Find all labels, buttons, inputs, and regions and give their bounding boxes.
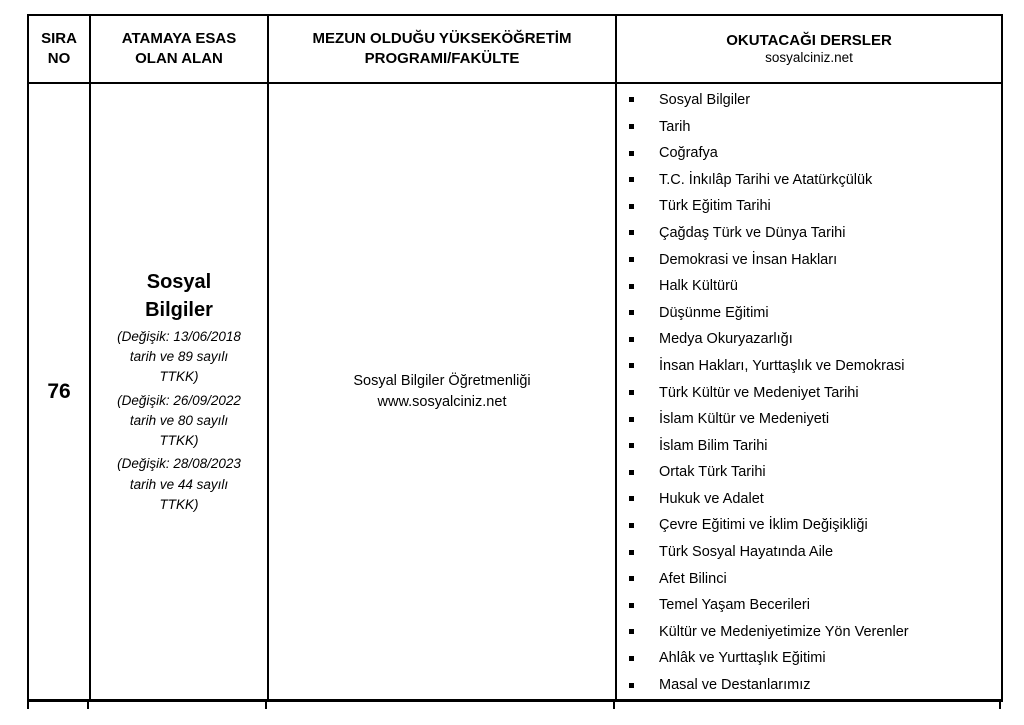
next-row-partial [27, 702, 1001, 709]
list-item [617, 486, 1001, 513]
header-sira-no-label: SIRA NO [41, 29, 77, 67]
cell-sira-no [28, 83, 90, 701]
header-program-label: MEZUN OLDUĞU YÜKSEKÖĞRETİM PROGRAMI/FAKÜLTE [312, 29, 572, 67]
square-bullet-icon [629, 550, 634, 555]
square-bullet-icon [629, 284, 634, 289]
next-row-cell-border [27, 702, 89, 709]
table-header-row [28, 15, 1002, 83]
list-item [617, 619, 1001, 646]
assignment-table-wrap [27, 14, 1001, 709]
square-bullet-icon [629, 204, 634, 209]
ders-label: Hukuk ve Adalet [659, 490, 764, 507]
square-bullet-icon [629, 337, 634, 342]
square-bullet-icon [629, 470, 634, 475]
list-item [617, 565, 1001, 592]
ders-label: Kültür ve Medeniyetimize Yön Verenler [659, 623, 909, 640]
square-bullet-icon [629, 310, 634, 315]
ders-label: T.C. İnkılâp Tarihi ve Atatürkçülük [659, 171, 873, 188]
ders-label: Türk Kültür ve Medeniyet Tarihi [659, 384, 859, 401]
ders-label: Demokrasi ve İnsan Hakları [659, 251, 838, 268]
ders-label: Masal ve Destanlarımız [659, 677, 811, 694]
square-bullet-icon [629, 629, 634, 634]
list-item [617, 432, 1001, 459]
ders-label: Düşünme Eğitimi [659, 304, 769, 321]
ders-label: Türk Sosyal Hayatında Aile [659, 544, 834, 561]
header-program [268, 15, 616, 83]
sira-no-value: 76 [47, 379, 71, 403]
square-bullet-icon [629, 97, 634, 102]
square-bullet-icon [629, 390, 634, 395]
alan-note-1: (Değişik: 13/06/2018 tarih ve 89 sayılı TTKK) [117, 328, 241, 385]
list-item [617, 379, 1001, 406]
square-bullet-icon [629, 363, 634, 368]
square-bullet-icon [629, 523, 634, 528]
square-bullet-icon [629, 177, 634, 182]
ders-list [617, 85, 1001, 699]
header-dersler-label: OKUTACAĞI DERSLER [726, 31, 892, 49]
list-item [617, 326, 1001, 353]
list-item [617, 140, 1001, 167]
assignment-table [27, 14, 1003, 702]
list-item [617, 645, 1001, 672]
list-item [617, 220, 1001, 247]
square-bullet-icon [629, 151, 634, 156]
list-item [617, 353, 1001, 380]
square-bullet-icon [629, 683, 634, 688]
ders-label: İnsan Hakları, Yurttaşlık ve Demokrasi [659, 357, 905, 374]
list-item [617, 273, 1001, 300]
alan-title: Sosyal Bilgiler [145, 270, 213, 321]
alan-note-3: (Değişik: 28/08/2023 tarih ve 44 sayılı TTKK) [117, 456, 241, 512]
ders-label: Çevre Eğitimi ve İklim Değişikliği [659, 517, 868, 534]
square-bullet-icon [629, 417, 634, 422]
list-item [617, 459, 1001, 486]
ders-label: Ortak Türk Tarihi [659, 464, 766, 481]
list-item [617, 299, 1001, 326]
square-bullet-icon [629, 656, 634, 661]
list-item [617, 166, 1001, 193]
list-item [617, 193, 1001, 220]
ders-label: İslam Bilim Tarihi [659, 437, 768, 454]
ders-label: Ahlâk ve Yurttaşlık Eğitimi [659, 650, 826, 667]
ders-label: İslam Kültür ve Medeniyeti [659, 411, 830, 428]
ders-label: Coğrafya [659, 145, 718, 162]
list-item [617, 672, 1001, 699]
next-row-cell-border [615, 702, 1001, 709]
next-row-cell-border [267, 702, 615, 709]
watermark-sosyalciniz: sosyalciniz.net [765, 50, 853, 66]
ders-label: Çağdaş Türk ve Dünya Tarihi [659, 224, 846, 241]
header-alan-label: ATAMAYA ESAS OLAN ALAN [121, 29, 237, 67]
header-sira-no [28, 15, 90, 83]
square-bullet-icon [629, 576, 634, 581]
header-dersler [616, 15, 1002, 83]
ders-label: Medya Okuryazarlığı [659, 331, 793, 348]
program-name: Sosyal Bilgiler Öğretmenliği [353, 373, 531, 390]
program-website: www.sosyalciniz.net [377, 393, 507, 410]
table-row [28, 83, 1002, 701]
list-item [617, 87, 1001, 114]
list-item [617, 113, 1001, 140]
square-bullet-icon [629, 443, 634, 448]
cell-alan [90, 83, 268, 701]
square-bullet-icon [629, 496, 634, 501]
square-bullet-icon [629, 230, 634, 235]
list-item [617, 539, 1001, 566]
ders-label: Halk Kültürü [659, 278, 738, 295]
list-item [617, 592, 1001, 619]
square-bullet-icon [629, 124, 634, 129]
ders-label: Temel Yaşam Becerileri [659, 597, 810, 614]
header-alan [90, 15, 268, 83]
ders-label: Afet Bilinci [659, 570, 727, 587]
ders-label: Türk Eğitim Tarihi [659, 198, 771, 215]
cell-dersler [616, 83, 1002, 701]
square-bullet-icon [629, 257, 634, 262]
next-row-cell-border [89, 702, 267, 709]
alan-note-2: (Değişik: 26/09/2022 tarih ve 80 sayılı TTKK) [117, 392, 241, 449]
ders-label: Tarih [659, 118, 691, 135]
ders-label: Sosyal Bilgiler [659, 91, 751, 108]
list-item [617, 512, 1001, 539]
list-item [617, 246, 1001, 273]
list-item [617, 406, 1001, 433]
cell-program [268, 83, 616, 701]
square-bullet-icon [629, 603, 634, 608]
